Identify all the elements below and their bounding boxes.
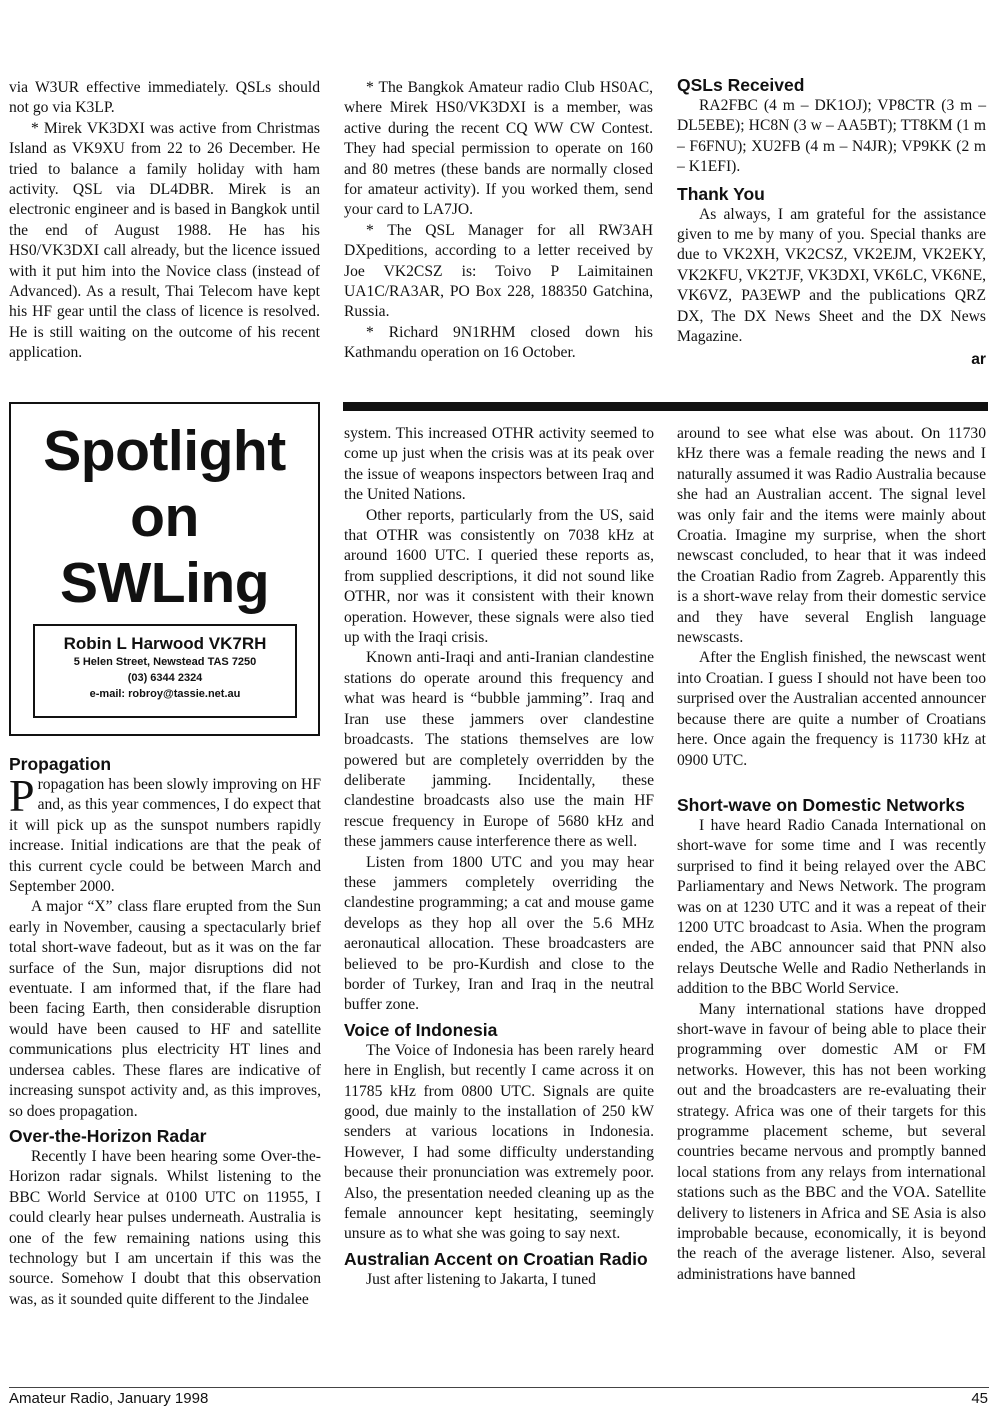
title-line: on [130, 485, 199, 549]
author-email: e-mail: robroy@tassie.net.au [89, 688, 241, 700]
paragraph: around to see what else was about. On 11730 kHz there was a female reading the news and I naturally assumed it was Radio Australia because she had an Australian accent. The signal level was only fair and the items were mainly about Croatia. Imagine my surprise, when the short newscast concluded, to hear that it was indeed the Croatian Radio from Zagreb. Apparently this is a short-wave relay from their domestic service and they have several English language newscasts. [677, 425, 986, 647]
author-address: 5 Helen Street, Newstead TAS 7250 [73, 656, 257, 668]
othr-heading: Over-the-Horizon Radar [9, 1125, 207, 1146]
paragraph: Recently I have been hearing some Over-the-Horizon radar signals. Whilst listening to the BBC World Service at 0100 UTC on 11955, I could clearly hear pulses underneath. Australia is one of the few remaining nations using this technology but I am uncertain if this was the source. Somehow I doubt that this observation was, as it sounded quite different to the Jindalee [9, 1147, 321, 1308]
thank-you-heading: Thank You [677, 183, 765, 204]
bottom-column-2 [344, 424, 654, 1290]
column-title [11, 418, 318, 616]
paragraph: A major “X” class flare erupted from the Sun early in November, causing a spectacularly brief total short-wave fadeout, but as it was on the far surface of the Sun, major disruptions did not eventuate. I am informed that, if the flare had been facing Earth, then considerable disruption would have been caused to HF and satellite communications plus electricity HT lines and undersea cables. These flares are indicative of increasing sunspot activity and, as this improves, so does propagation. [9, 898, 321, 1120]
paragraph: Just after listening to Jakarta, I tuned [366, 1270, 596, 1288]
bottom-column-3 [677, 424, 986, 1285]
top-column-3 [677, 75, 986, 371]
column-banner [9, 402, 320, 736]
title-line: SWLing [59, 551, 270, 615]
domestic-networks-heading: Short-wave on Domestic Networks [677, 794, 965, 815]
bottom-column-1 [9, 748, 321, 1310]
paragraph: Other reports, particularly from the US, said that OTHR was consistently on 7038 kHz at around 1600 UTC. I queried these reports as, from supplied descriptions, it did not sound like OTHR, nor was it consistent with their known operation. However, these signals were also tied up with the Iraqi crisis. [344, 506, 654, 647]
footer-divider [9, 1387, 989, 1388]
section-divider [343, 402, 988, 411]
paragraph: via W3UR effective immediately. QSLs should not go via K3LP. [9, 79, 320, 117]
top-column-2 [344, 78, 653, 364]
qsls-received-heading: QSLs Received [677, 75, 805, 95]
title-line: Spotlight [43, 419, 286, 483]
paragraph: * The QSL Manager for all RW3AH DXpeditions, according to a letter received by Joe VK2CSZ is: Toivo P Laimitainen UA1C/RA3AR, PO Box 228, 188350 Gatchina, Russia. [344, 221, 653, 321]
paragraph: * Richard 9N1RHM closed down his Kathmandu operation on 16 October. [344, 323, 653, 362]
propagation-heading: Propagation [9, 754, 112, 774]
paragraph: The Voice of Indonesia has been rarely heard here in English, but recently I came across it on 11785 kHz from 0800 UTC. Signals are quite good, due mainly to the installation of 250 kW senders at various locations in Indonesia. However, I had some difficulty understanding because their pronunciation was extremely poor. Also, the presentation needed cleaning up as the female announcer kept hesitating, seemingly unsure as to what she was going to say next. [344, 1041, 654, 1243]
paragraph: After the English finished, the newscast went into Croatian. I guess I should not have been too surprised over the Australian accented announcer because there are quite a number of Croatians here. Once again the frequency is 11730 kHz at 0900 UTC. [677, 649, 986, 769]
author-card [33, 624, 297, 718]
paragraph: Many international stations have dropped short-wave in favour of being able to place their programming over domestic AM or FM networks. However, this has not been working out and the broadcasters are re-evaluating their strategy. Africa was one of their targets for this programme placement scheme, but several countries became nervous and promptly banned local stations from any relays from international stations such as the BBC and the VOA. Satellite delivery to listeners in Africa and SE Asia is also improbable because, economically, it is beyond the reach of the average listener. Also, several administrations have banned [677, 1000, 986, 1283]
top-column-1 [9, 78, 320, 364]
sign-off: ar [971, 351, 986, 369]
paragraph: Known anti-Iraqi and anti-Iranian clandestine stations do operate around this frequency and what was heard is “bubble jamming”. Iraq and Iran use these jammers over clandestine broadcasts. The stations themselves are low powered but are completely overridden by the deliberate jamming. Incidentally, these clandestine broadcasts also use the main HF rescue frequency in Europe of 5680 kHz and these jammers cause interference there as well. [344, 649, 654, 851]
paragraph: * The Bangkok Amateur radio Club HS0AC, where Mirek HS0/VK3DXI is a member, was active during the recent CQ WW CW Contest. They had special permission to operate on 160 and 80 metres (these bands are normally closed for amateur activity). If you worked them, send your card to LA7JO. [344, 79, 653, 219]
paragraph: Listen from 1800 UTC and you may hear these jammers completely overriding the clandestine programming; a cat and mouse game develops as they hop all over the 5.6 MHz aeronautical allocation. These broadcasters are believed to be pro-Kurdish and close to the border of Turkey, Iran and Iraq in the neutral buffer zone. [344, 853, 654, 1014]
author-phone: (03) 6344 2324 [127, 672, 203, 684]
paragraph: Propagation has been slowly improving on HF and, as this year commences, I do expect that it will pick up as the sunspot numbers rapidly increase. Initial indications are that the peak of this current cycle could be between March and September 2000. [9, 770, 321, 896]
voice-of-indonesia-heading: Voice of Indonesia [344, 1019, 498, 1040]
paragraph: system. This increased OTHR activity seemed to come up just when the crisis was at its peak over the issue of weapons inspectors between Iraq and the United Nations. [344, 425, 654, 504]
paragraph: * Mirek VK3DXI was active from Christmas Island as VK9XU from 22 to 26 December. He tried to balance a family holiday with ham activity. QSL via DL4DBR. Mirek is an electronic engineer and is based in Bangkok until the end of August 1988. He has his HS0/VK3DXI call already, but the licence issued with it put him into the Novice class (instead of Advanced). As a result, Thai Telecom have kept his HF gear until the class of licence is resolved. He is still waiting on the outcome of his recent application. [9, 119, 320, 362]
australian-accent-heading: Australian Accent on Croatian Radio [344, 1248, 648, 1269]
page-number: 45 [971, 1390, 988, 1407]
paragraph: As always, I am grateful for the assistance given to me by many of you. Special thanks are due to VK2XH, VK2CSZ, VK2EJM, VK2EKY, VK2KFU, VK2TJF, VK3DXI, VK6LC, VK6NE, VK6VZ, PA3EWP and the publications QRZ DX, The DX News Sheet and the DX News Magazine. [677, 205, 986, 346]
author-name: Robin L Harwood VK7RH [63, 634, 267, 653]
publication-footer: Amateur Radio, January 1998 [9, 1390, 209, 1407]
paragraph: I have heard Radio Canada International on short-wave for some time and I was recently surprised to find it being relayed over the ABC Parliamentary and News Network. The program was on at 1230 UTC and it was a repeat of their 1200 UTC broadcast to Asia. When the program ended, the ABC announcer said that PNN also relays Deutsche Welle and Radio Netherlands in addition to the BBC World Service. [677, 816, 986, 998]
paragraph: RA2FBC (4 m – DK1OJ); VP8CTR (3 m – DL5EBE); HC8N (3 w – AA5BT); TT8KM (1 m – F6FNU); XU2FB (4 m – N4JR); VP9KK (2 m – K1EFI). [677, 97, 986, 176]
